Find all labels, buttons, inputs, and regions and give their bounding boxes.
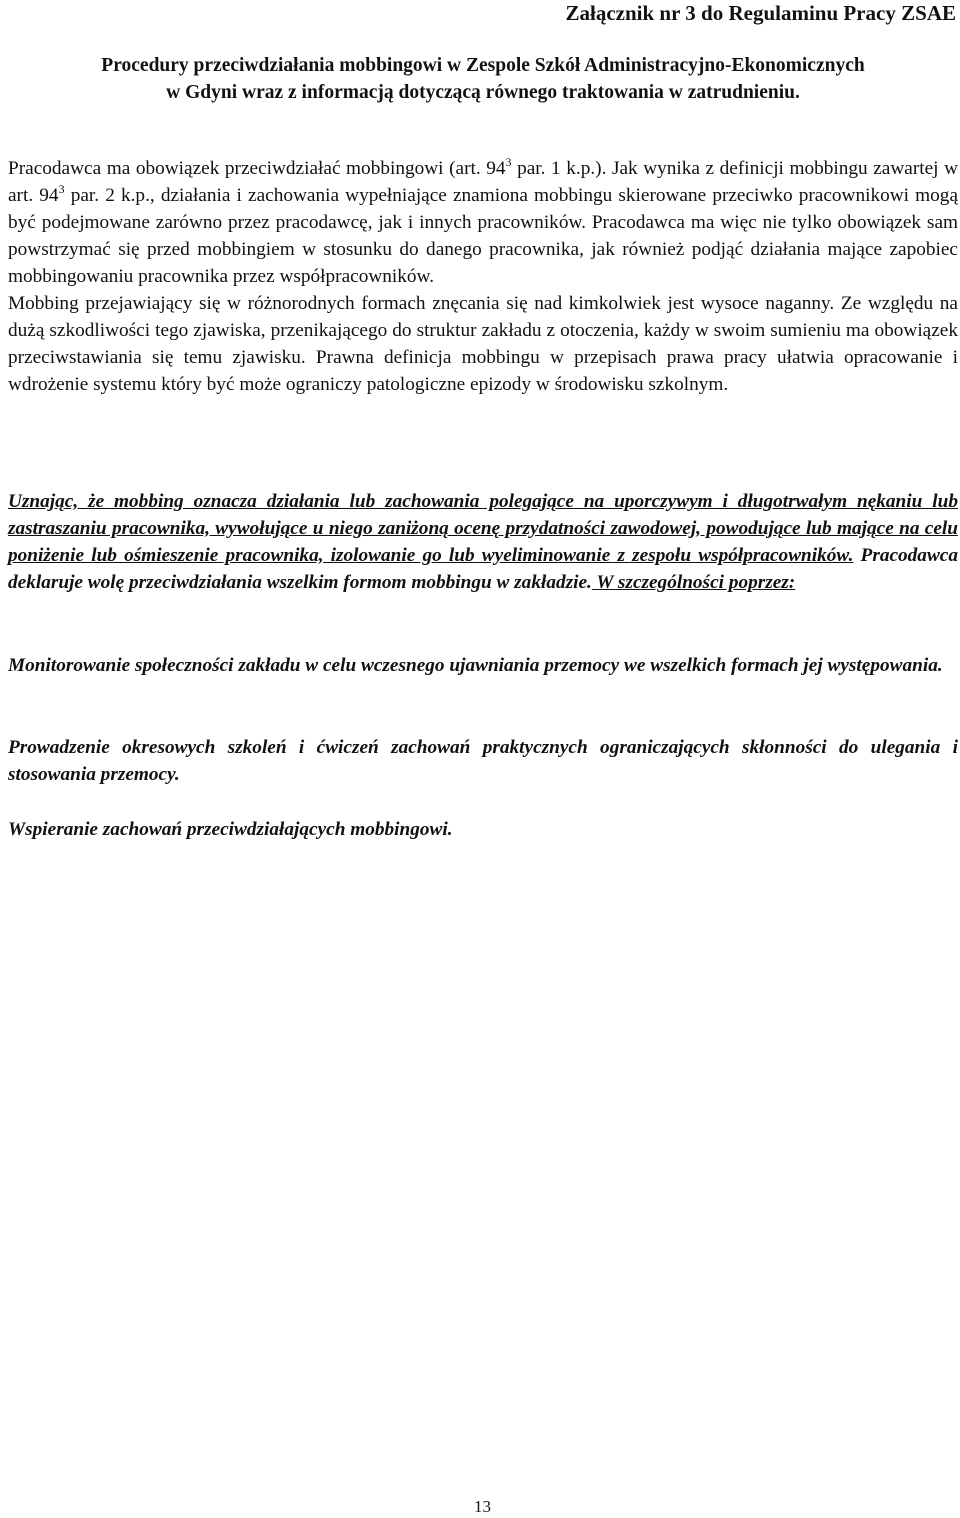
attachment-heading: Załącznik nr 3 do Regulaminu Pracy ZSAE (565, 1, 956, 25)
intro-text-1: Pracodawca ma obowiązek przeciwdziałać mobbingowi (art. 94 (8, 158, 506, 179)
page-number: 13 (474, 1497, 491, 1516)
superscript-2: 3 (58, 182, 65, 196)
document-page (8, 0, 958, 1518)
declaration-paragraph (8, 488, 958, 596)
measure-item: Wspieranie zachowań przeciwdziałających mobbingowi. (8, 819, 453, 840)
mobbing-definition: Uznając, że mobbing oznacza działania lub zachowania polegające na uporczywym i długotrwałym nękaniu lub zastraszaniu pracownika, wywołujące u niego zaniżoną ocenę przydatności zawodowej, powodujące lub mające na celu poniżenie lub ośmieszenie pracownika, izolowanie go lub wyeliminowanie z zespołu współpracowników. (8, 491, 958, 566)
title-line-2: w Gdyni wraz z informacją dotyczącą równego traktowania w zatrudnieniu. (166, 82, 800, 103)
intro-text-2: par. 1 k.p.). Jak wynika z definicji mobbingu zawartej w art. 94 (8, 158, 959, 206)
title-line-1: Procedury przeciwdziałania mobbingowi w Zespole Szkół Administracyjno-Ekonomicznych (101, 55, 865, 76)
intro-text-3: par. 2 k.p., działania i zachowania wypełniające znamiona mobbingu skierowane przeciwko pracownikowi mogą być podejmowane zarówno przez pracodawcę, jak i innych pracowników. Pracodawca ma więc nie tylko obowiązek sam powstrzymać się przed mobbingiem w stosunku do danego pracownika, jak również podjąć działania mające zapobiec mobbingowaniu pracownika przez współpracowników. (8, 185, 959, 287)
superscript-1: 3 (505, 155, 512, 169)
intro-paragraph (8, 155, 958, 398)
measure-item: Monitorowanie społeczności zakładu w celu wczesnego ujawniania przemocy we wszelkich formach jej występowania. (8, 655, 943, 676)
document-title (8, 52, 958, 106)
declaration-closing: W szczególności poprzez: (591, 572, 796, 593)
intro-text-4: Mobbing przejawiający się w różnorodnych formach znęcania się nad kimkolwiek jest wysoce naganny. Ze względu na dużą szkodliwości tego zjawiska, przenikającego do struktur zakładu z otoczenia, każdy w swoim sumieniu ma obowiązek przeciwstawiania się temu zjawisku. Prawna definicja mobbingu w przepisach prawa pracy ułatwia opracowanie i wdrożenie systemu który być może ograniczy patologiczne epizody w środowisku szkolnym. (8, 293, 958, 395)
employer-declaration: Pracodawca deklaruje wolę przeciwdziałania wszelkim formom mobbingu w zakładzie. (8, 545, 959, 593)
measure-item: Prowadzenie okresowych szkoleń i ćwiczeń zachowań praktycznych ograniczających skłonności do ulegania i stosowania przemocy. (8, 737, 958, 785)
